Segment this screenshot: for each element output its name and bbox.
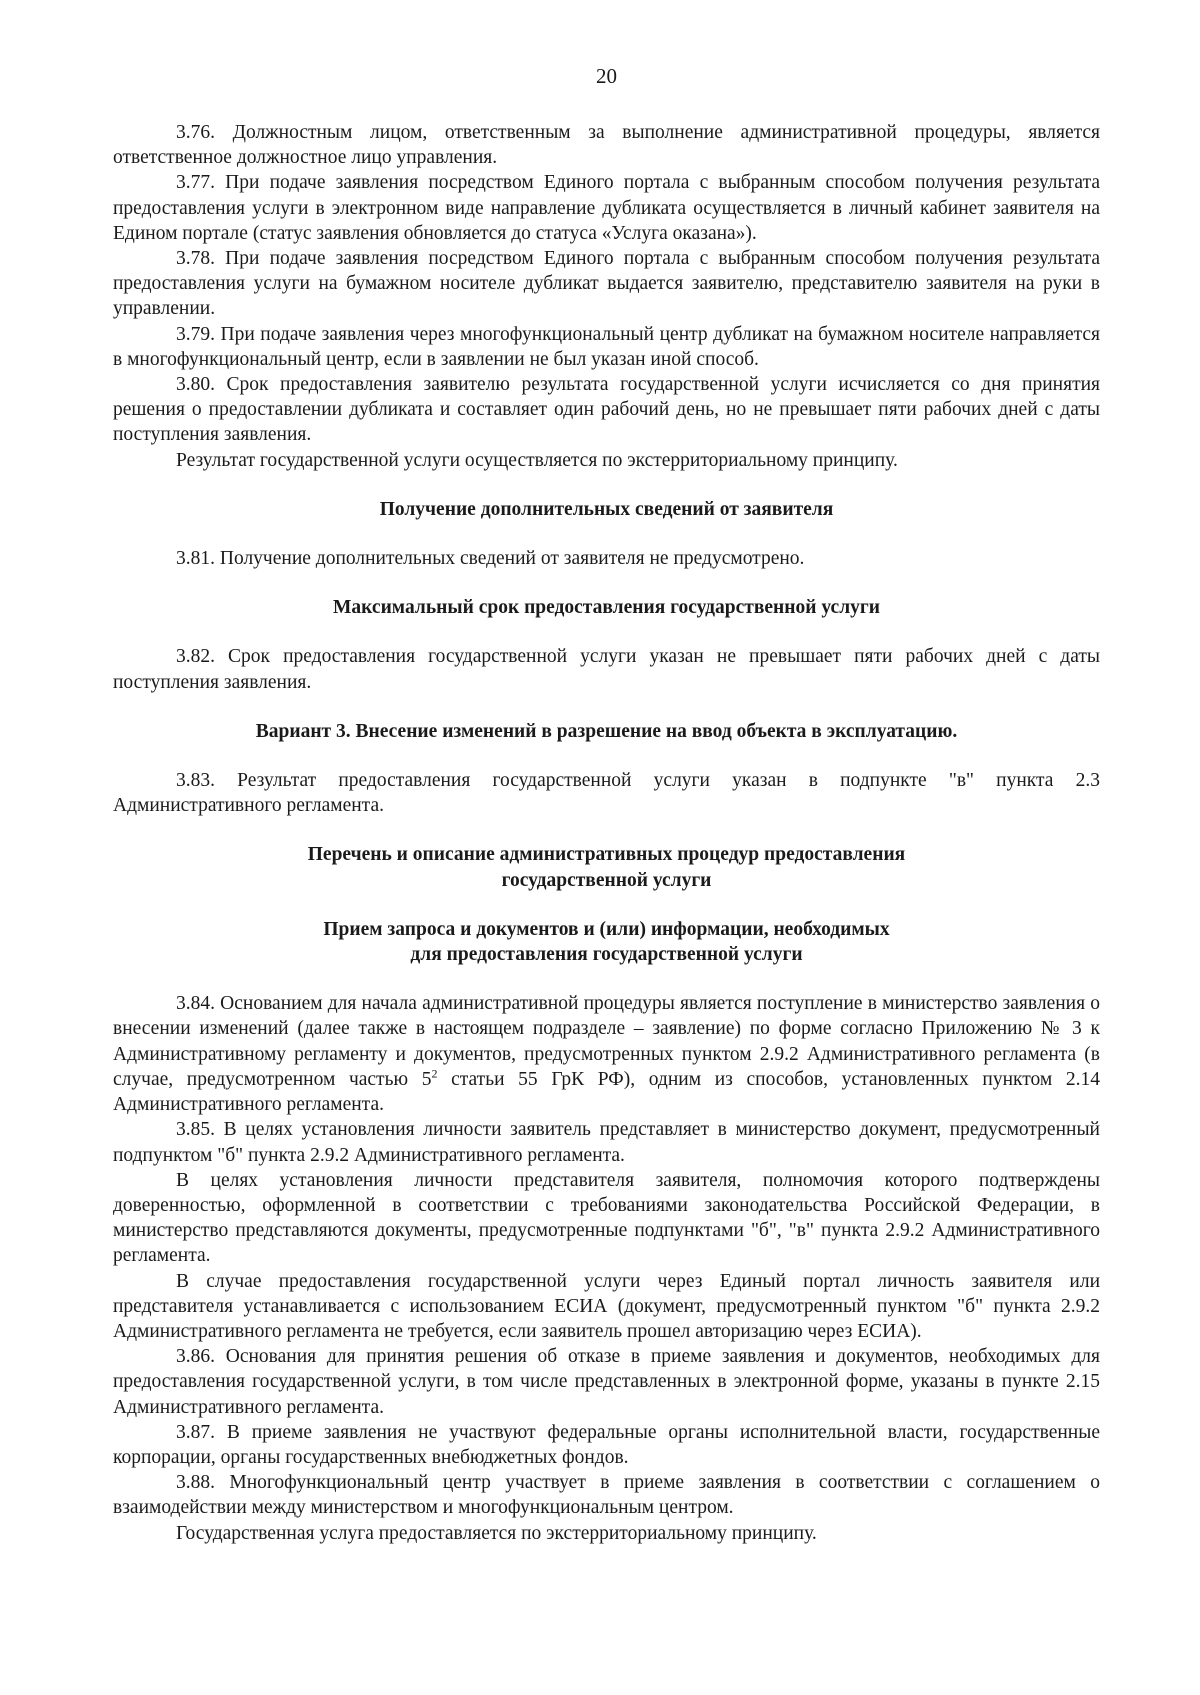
paragraph-3-84-text-start: 3.84. Основанием для начала административной процедуры является поступление в министерство заявления о внесении изменений (далее также в настоящем подразделе – заявление) по форме согласно Приложению № 3 к Административному регламенту и документов, предусмотренных пунктом 2.9.2 Административного регламента (в случае, предусмотренном частью 5	[113, 993, 1100, 1090]
paragraph-3-76: 3.76. Должностным лицом, ответственным за выполнение административной процедуры, является ответственное должностное лицо управления.	[113, 122, 1100, 169]
paragraph-3-85-esia: В случае предоставления государственной услуги через Единый портал личность заявителя или представителя устанавливается с использованием ЕСИА (документ, предусмотренный пунктом "б" пункта 2.9.2 Административного регламента не требуется, если заявитель прошел авторизацию через ЕСИА).	[113, 1270, 1100, 1342]
paragraph-3-82: 3.82. Срок предоставления государственной услуги указан не превышает пяти рабочих дней с даты поступления заявления.	[113, 646, 1100, 693]
heading-max-term: Максимальный срок предоставления государственной услуги	[333, 597, 880, 619]
paragraph-3-85: 3.85. В целях установления личности заявитель представляет в министерство документ, предусмотренный подпунктом "б" пункта 2.9.2 Административного регламента.	[113, 1119, 1100, 1166]
paragraph-3-88: 3.88. Многофункциональный центр участвует в приеме заявления в соответствии с соглашением о взаимодействии между министерством и многофункциональным центром.	[113, 1472, 1100, 1519]
page-number: 20	[596, 64, 617, 88]
paragraph-3-88-extraterritorial: Государственная услуга предоставляется по экстерриториальному принципу.	[176, 1522, 817, 1544]
heading-procedures	[113, 842, 1100, 892]
paragraph-3-77: 3.77. При подаче заявления посредством Единого портала с выбранным способом получения результата предоставления услуги в электронном виде направление дубликата осуществляется в личный кабинет заявителя на Едином портале (статус заявления обновляется до статуса «Услуга оказана»).	[113, 172, 1100, 244]
heading-reception-line-1: Прием запроса и документов и (или) информации, необходимых	[323, 918, 890, 940]
paragraph-3-85-representative: В целях установления личности представителя заявителя, полномочия которого подтверждены доверенностью, оформленной в соответствии с требованиями законодательства Российской Федерации, в министерство представляются документы, предусмотренные подпунктами "б", "в" пункта 2.9.2 Административного регламента.	[113, 1169, 1100, 1267]
paragraph-3-86: 3.86. Основания для принятия решения об отказе в приеме заявления и документов, необходимых для предоставления государственной услуги, в том числе представленных в электронной форме, указаны в пункте 2.15 Административного регламента.	[113, 1346, 1100, 1418]
paragraph-3-87: 3.87. В приеме заявления не участвуют федеральные органы исполнительной власти, государственные корпорации, органы государственных внебюджетных фондов.	[113, 1421, 1100, 1468]
paragraph-3-80-extraterritorial: Результат государственной услуги осуществляется по экстерриториальному принципу.	[176, 449, 898, 471]
paragraph-3-84-text-end: статьи 55 ГрК РФ), одним из способов, установленных пунктом 2.14 Административного регламента.	[113, 1068, 1100, 1116]
heading-variant-3: Вариант 3. Внесение изменений в разрешение на ввод объекта в эксплуатацию.	[255, 720, 958, 742]
paragraph-3-79: 3.79. При подаче заявления через многофункциональный центр дубликат на бумажном носителе направляется в многофункциональный центр, если в заявлении не был указан иной способ.	[113, 323, 1100, 370]
superscript-part-number: 2	[431, 1066, 438, 1081]
heading-procedures-line-2: государственной услуги	[501, 869, 712, 891]
heading-reception-line-2: для предоставления государственной услуги	[410, 944, 803, 966]
paragraph-3-84	[113, 991, 1100, 1117]
heading-procedures-line-1: Перечень и описание административных процедур предоставления	[307, 844, 906, 866]
paragraph-3-78: 3.78. При подаче заявления посредством Единого портала с выбранным способом получения результата предоставления услуги на бумажном носителе дубликат выдается заявителю, представителю заявителя на руки в управлении.	[113, 248, 1100, 320]
paragraph-3-81: 3.81. Получение дополнительных сведений от заявителя не предусмотрено.	[176, 548, 805, 570]
heading-reception	[113, 917, 1100, 967]
paragraph-3-80: 3.80. Срок предоставления заявителю результата государственной услуги исчисляется со дня принятия решения о предоставлении дубликата и составляет один рабочий день, но не превышает пяти рабочих дней с даты поступления заявления.	[113, 374, 1100, 446]
paragraph-3-83: 3.83. Результат предоставления государственной услуги указан в подпункте "в" пункта 2.3 Административного регламента.	[113, 770, 1100, 817]
heading-additional-info: Получение дополнительных сведений от заявителя	[379, 498, 834, 520]
